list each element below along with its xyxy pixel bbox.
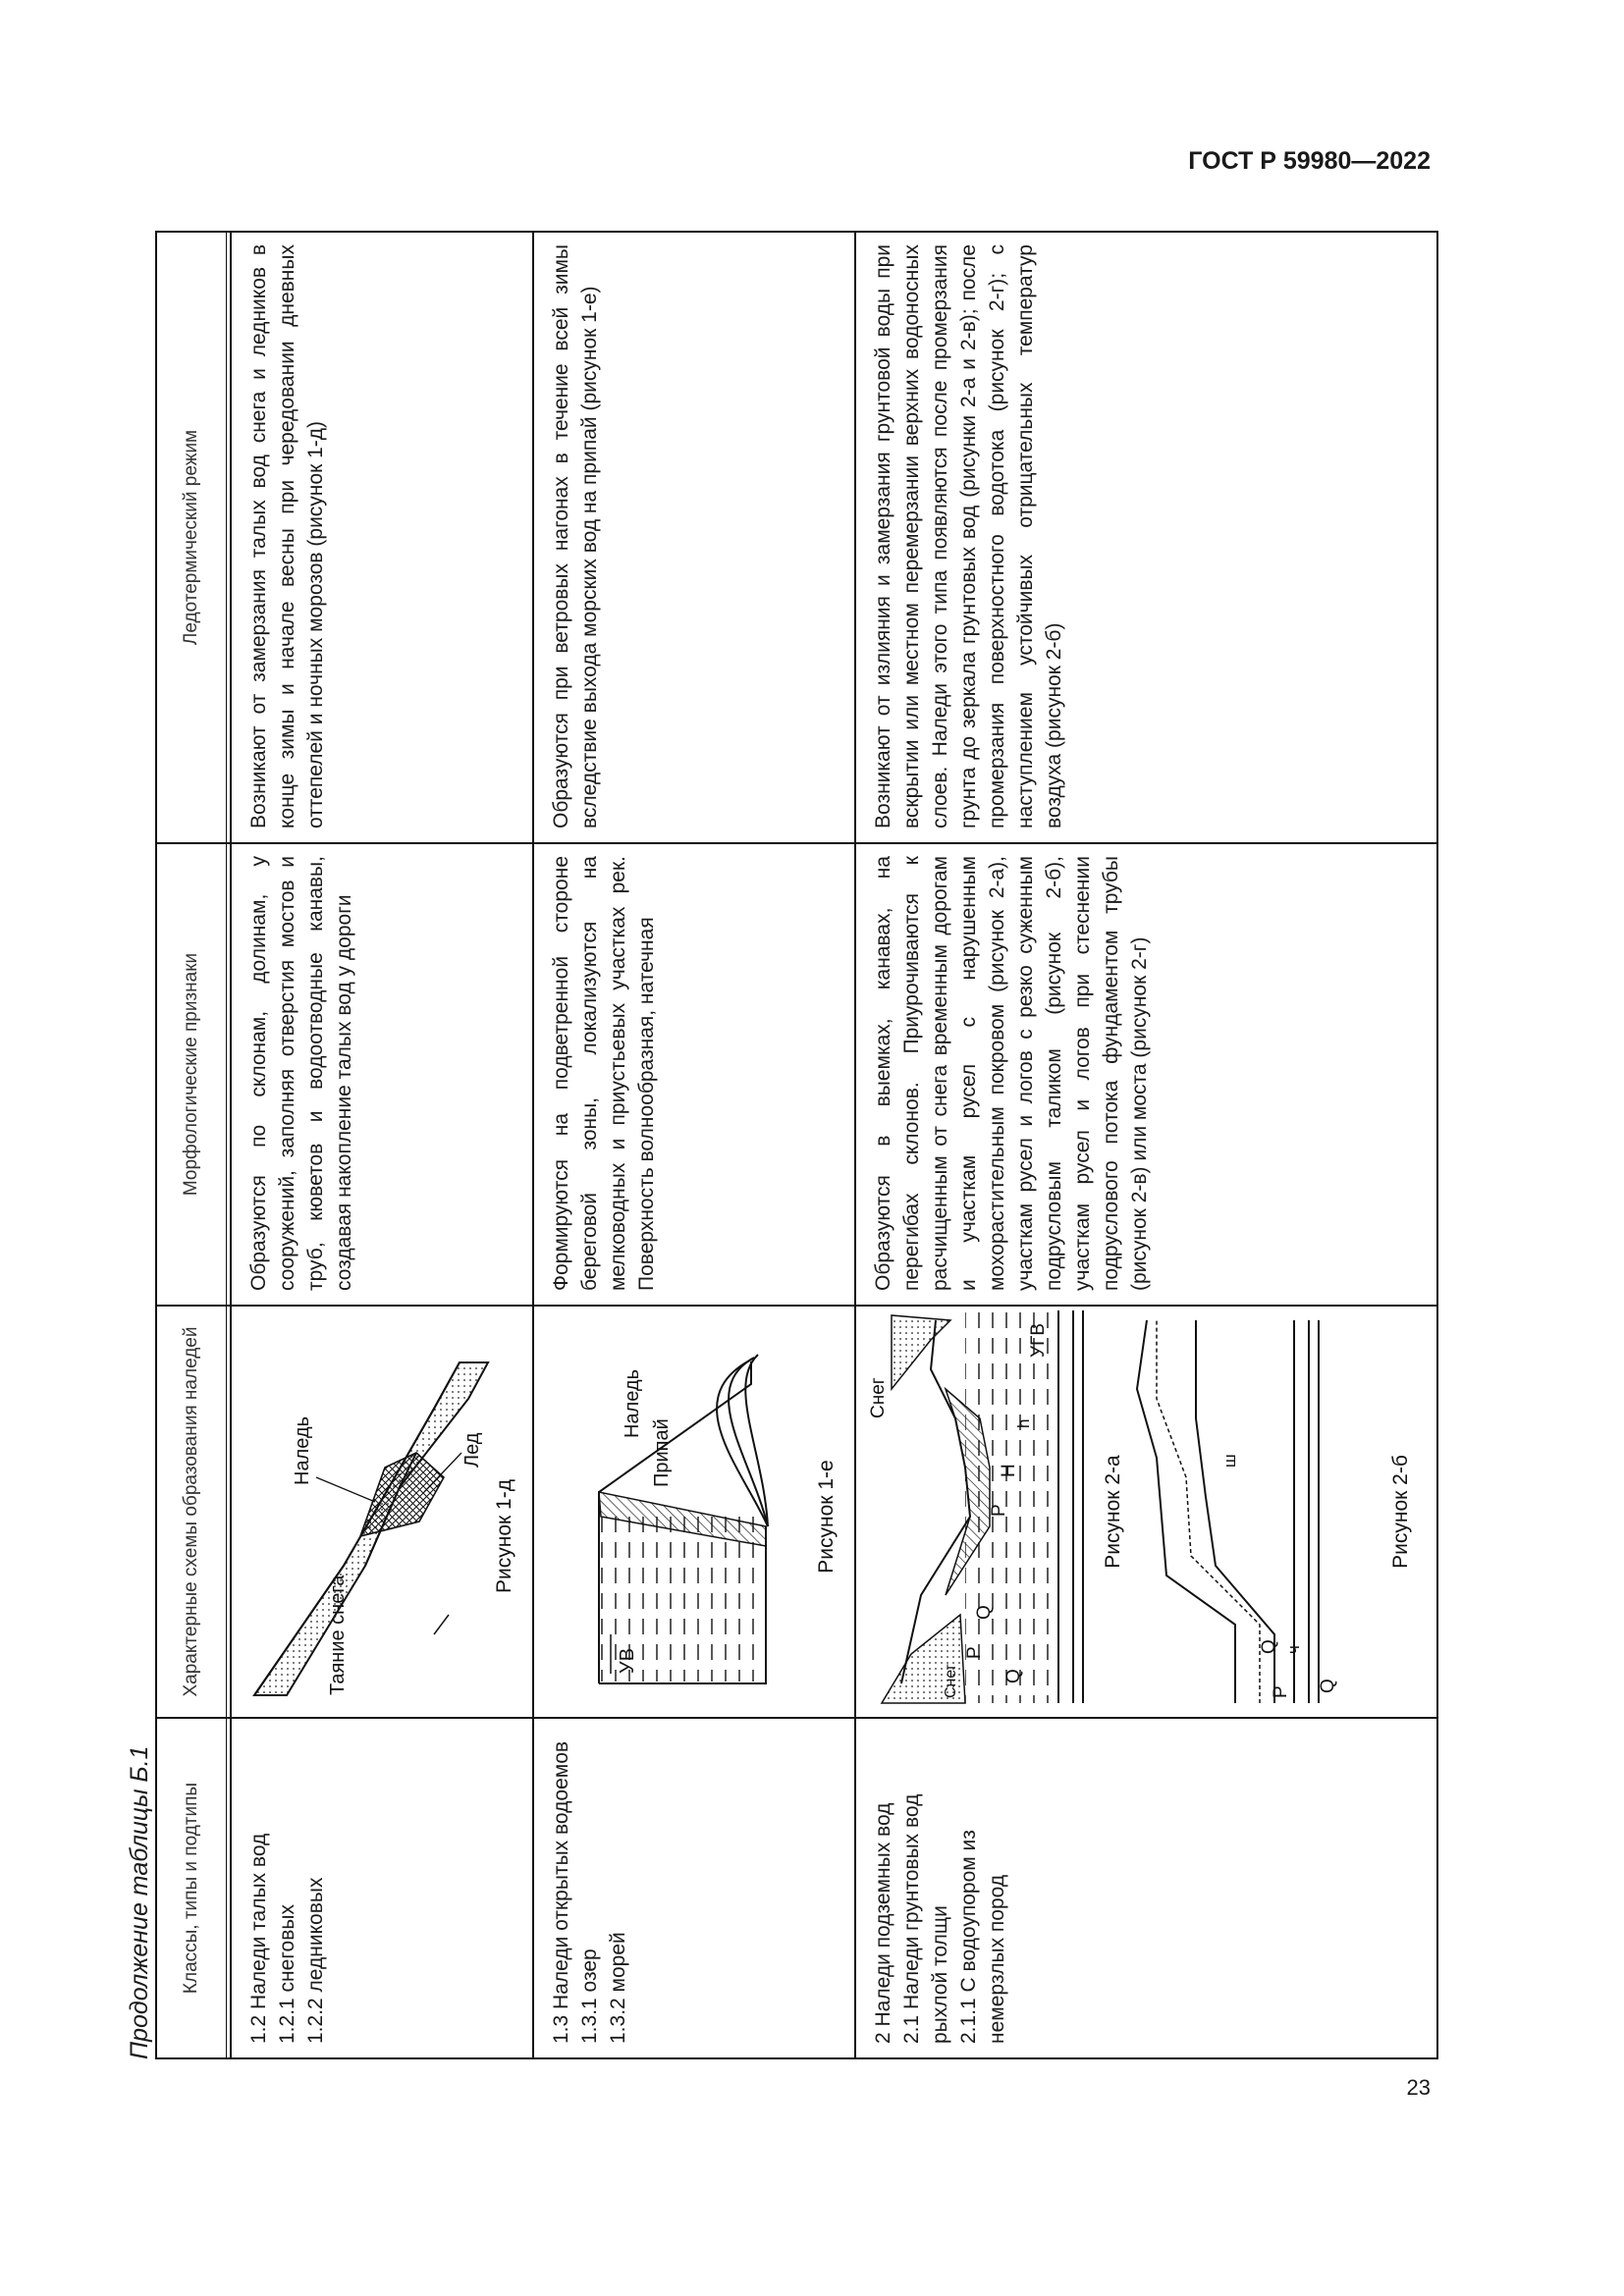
figure-1d xyxy=(238,1310,517,1713)
figure-label: Припай xyxy=(650,1418,673,1487)
column-header: Ледотермический режим xyxy=(156,232,227,843)
figure-label: Таяние снега xyxy=(327,1575,349,1695)
data-table xyxy=(155,231,1438,2059)
figure-label: H xyxy=(998,1464,1019,1477)
figure-2b xyxy=(1137,1320,1412,1703)
figure-label: УВ xyxy=(616,1647,638,1674)
figure-label: P xyxy=(1270,1685,1291,1698)
class-line: 1.3 Наледи открытых водоемов xyxy=(549,1740,572,2044)
figure-cell xyxy=(533,1306,855,1718)
morphology-cell: Формируются на подветренной стороне береговой зоны, локализуются на мелководных и приустьевых участках рек. Поверхность волнообразная, натечная xyxy=(533,843,855,1306)
figure-label: Q xyxy=(1002,1669,1024,1683)
table-caption: Продолжение таблицы Б.1 xyxy=(126,1745,153,2059)
figure-label: Наледь xyxy=(292,1415,313,1485)
figure-label: УГВ xyxy=(1027,1322,1049,1358)
figure-caption: Рисунок 1-д xyxy=(493,1479,515,1593)
table-header-row xyxy=(156,232,227,2058)
class-line: 2 Наледи подземных вод xyxy=(871,1802,894,2044)
figure-label: h xyxy=(1013,1418,1033,1428)
figure-2a-2b xyxy=(862,1310,1422,1713)
regime-cell: Образуются при ветровых нагонах в течение всей зимы вследствие выхода морских вод на припай (рисунок 1-е) xyxy=(533,232,855,843)
figure-1e xyxy=(540,1310,839,1713)
figure-caption: Рисунок 2-б xyxy=(1388,1455,1412,1569)
class-line: 1.3.1 озер xyxy=(577,1949,601,2044)
figure-caption: Рисунок 1-е xyxy=(814,1460,838,1574)
figure-caption: Рисунок 2-а xyxy=(1101,1455,1124,1569)
figure-2a xyxy=(868,1310,1124,1703)
document-header: ГОСТ Р 59980—2022 xyxy=(1188,147,1431,175)
figure-label: ш xyxy=(1219,1454,1239,1468)
column-header: Морфологические признаки xyxy=(156,843,227,1306)
figure-cell xyxy=(855,1306,1437,1718)
figure-label: ч xyxy=(1283,1645,1303,1654)
figure-cell xyxy=(231,1306,533,1718)
class-line: 2.1 Наледи грунтовых вод рыхлой толщи xyxy=(899,1793,951,2044)
classes-cell xyxy=(855,1718,1437,2058)
page-number: 23 xyxy=(1406,2075,1431,2100)
column-header: Классы, типы и подтипы xyxy=(156,1718,227,2058)
classes-cell xyxy=(533,1718,855,2058)
class-line: 1.3.2 морей xyxy=(606,1932,629,2044)
classes-cell xyxy=(231,1718,533,2058)
regime-cell: Возникают от замерзания талых вод снега и ледников в конце зимы и начале весны при чередовании дневных оттепелей и ночных морозов (рисунок 1-д) xyxy=(231,232,533,843)
class-line: 1.2 Наледи талых вод xyxy=(247,1833,270,2044)
figure-label: P xyxy=(963,1646,985,1659)
figure-label: Наледь xyxy=(621,1368,643,1438)
regime-cell: Возникают от излияния и замерзания грунтовой воды при вскрытии или местном перемерзании верхних водоносных слоев. Наледи этого типа появляются после промерзания грунта до зеркала грунтовых вод (рисунки 2-а и 2-в); после промерзания поверхностного водотока (рисунок 2-г); с наступлением устойчивых отрицательных температур воздуха (рисунок 2-б) xyxy=(855,232,1437,843)
table-row xyxy=(855,232,1437,2058)
morphology-cell: Образуются по склонам, долинам, у сооружений, заполняя отверстия мостов и труб, кюветов и водоотводные канавы, создавая накопление талых вод у дороги xyxy=(231,843,533,1306)
figure-label: Q xyxy=(1317,1679,1338,1693)
figure-label: Снег xyxy=(867,1377,889,1418)
class-line: 1.2.2 ледниковых xyxy=(303,1877,327,2044)
table-row xyxy=(533,232,855,2058)
class-line: 1.2.1 снеговых xyxy=(275,1904,298,2044)
table-row xyxy=(231,232,533,2058)
class-line: 2.1.1 С водоупором из немерзлых пород xyxy=(956,1830,1008,2044)
figure-label: Снег xyxy=(942,1663,959,1698)
figure-label: Q xyxy=(973,1605,995,1620)
morphology-cell: Образуются в выемках, канавах, на перегибах склонов. Приурочиваются к расчищенным от снега временным дорогам и участкам русел с нарушенным мохорастительным покровом (рисунок 2-а), участкам русел и логов с резко суженным подрусловым таликом (рисунок 2-б), участкам русел и логов при стеснении подруслового потока фундаментом трубы (рисунок 2-в) или моста (рисунок 2-г) xyxy=(855,843,1437,1306)
figure-label: P xyxy=(988,1504,1009,1517)
figure-label: Лед xyxy=(461,1432,483,1468)
figure-label: Q xyxy=(1258,1639,1279,1654)
column-header: Характерные схемы образования наледей xyxy=(156,1306,227,1718)
rotated-table-wrapper xyxy=(155,233,1427,2059)
